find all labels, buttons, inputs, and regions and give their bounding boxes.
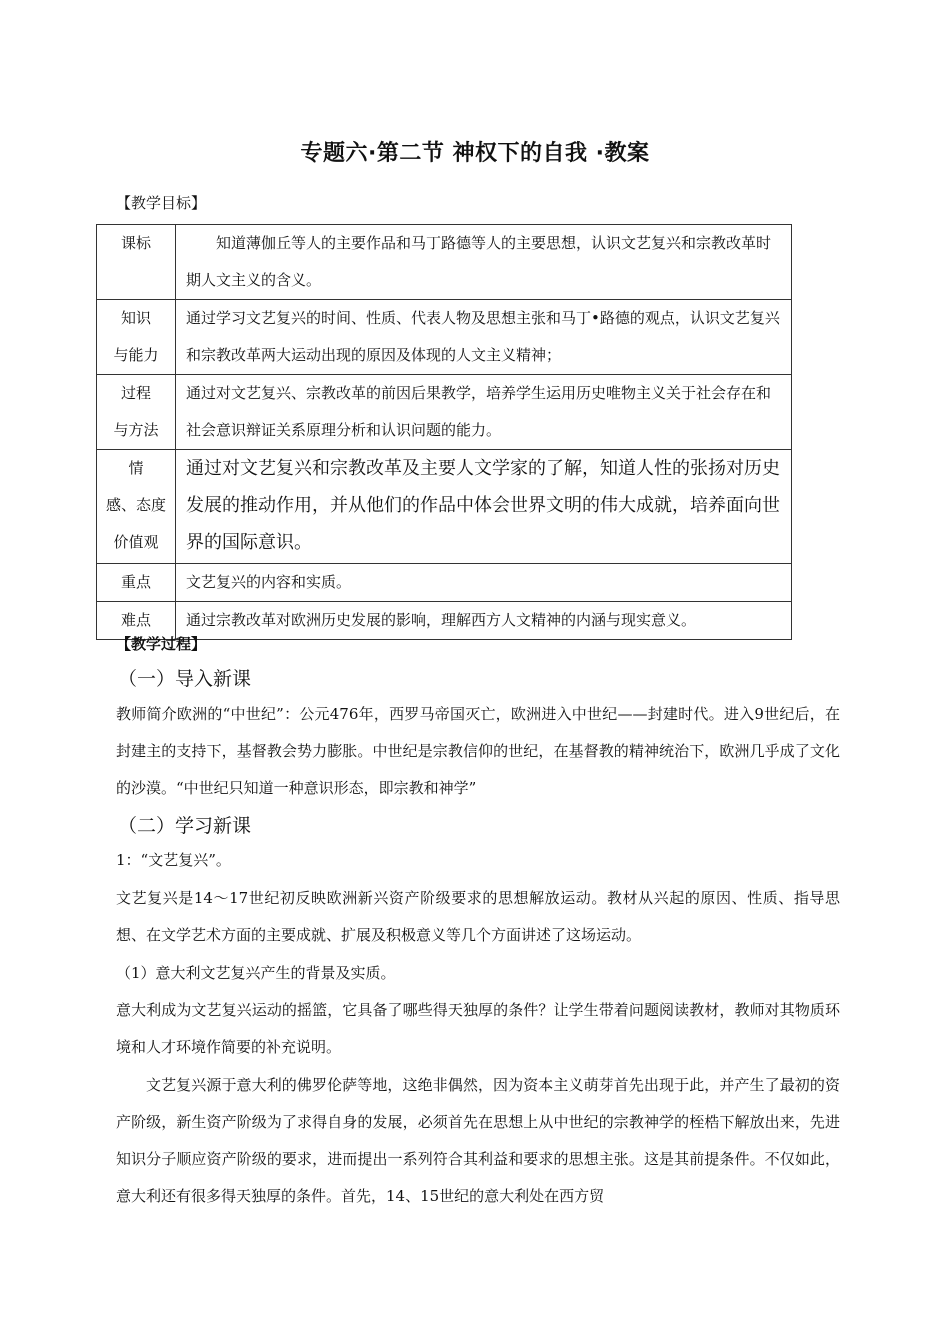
row-label-line: 重点 [120,573,151,591]
row-label-line: 知识 [120,309,151,327]
row-label [97,564,176,602]
process-section-label: 【教学过程】 [116,635,207,653]
row-label-line: 感、态度 [105,496,166,514]
document-title: 专题六·第二节 神权下的自我 ·教案 [300,141,650,166]
table-row [97,300,792,375]
row-label-line: 过程 [120,384,151,402]
row-label-line: 难点 [120,611,151,629]
row-content: 文艺复兴的内容和实质。 [176,564,792,602]
row-content: 通过宗教改革对欧洲历史发展的影响，理解西方人文精神的内涵与现实意义。 [176,602,792,640]
row-label [97,450,176,564]
part1-paragraph: 教师简介欧洲的“中世纪”：公元476年，西罗马帝国灭亡，欧洲进入中世纪——封建时代。进入9世纪后，在封建主的支持下，基督教会势力膨胀。中世纪是宗教信仰的世纪，在基督教的精神统治下，欧洲几乎成了文化的沙漠。“中世纪只知道一种意识形态，即宗教和神学” [116,705,840,797]
row-label [97,225,176,300]
teaching-goals-table [96,224,792,640]
row-label-line: 课标 [120,234,151,252]
table-row [97,375,792,450]
item1-heading: 1：“文艺复兴”。 [116,851,231,869]
row-content: 通过对文艺复兴、宗教改革的前因后果教学，培养学生运用历史唯物主义关于社会存在和社会意识辩证关系原理分析和认识问题的能力。 [176,375,792,450]
row-content: 通过学习文艺复兴的时间、性质、代表人物及思想主张和马丁•路德的观点，认识文艺复兴和宗教改革两大运动出现的原因及体现的人文主义精神； [176,300,792,375]
table-row [97,225,792,300]
goals-section-label: 【教学目标】 [116,194,207,212]
table-row [97,450,792,564]
italy-question-paragraph: 意大利成为文艺复兴运动的摇篮，它具备了哪些得天独厚的条件？让学生带着问题阅读教材，教师对其物质环境和人才环境作简要的补充说明。 [116,1001,840,1056]
row-content: 通过对文艺复兴和宗教改革及主要人文学家的了解，知道人性的张扬对历史发展的推动作用，并从他们的作品中体会世界文明的伟大成就，培养面向世界的国际意识。 [176,450,792,564]
table-row [97,564,792,602]
part1-heading: （一）导入新课 [118,668,252,690]
italy-background-paragraph: 文艺复兴源于意大利的佛罗伦萨等地，这绝非偶然，因为资本主义萌芽首先出现于此，并产生了最初的资产阶级，新生资产阶级为了求得自身的发展，必须首先在思想上从中世纪的宗教神学的桎梏下解放出来，先进知识分子顺应资产阶级的要求，进而提出一系列符合其利益和要求的思想主张。这是其前提条件。不仅如此，意大利还有很多得天独厚的条件。首先，14、15世纪的意大利处在西方贸 [116,1076,840,1205]
row-content: 知道薄伽丘等人的主要作品和马丁路德等人的主要思想，认识文艺复兴和宗教改革时期人文主义的含义。 [176,225,792,300]
row-label-line: 情 [128,459,144,477]
row-label [97,300,176,375]
row-label-line: 与能力 [113,346,159,364]
row-label [97,375,176,450]
row-label-line: 价值观 [113,533,159,551]
renaissance-intro-paragraph: 文艺复兴是14～17世纪初反映欧洲新兴资产阶级要求的思想解放运动。教材从兴起的原因、性质、指导思想、在文学艺术方面的主要成就、扩展及积极意义等几个方面讲述了这场运动。 [116,889,840,944]
part2-heading: （二）学习新课 [118,815,252,837]
subsection-1-heading: （1）意大利文艺复兴产生的背景及实质。 [116,964,396,982]
row-label-line: 与方法 [113,421,159,439]
